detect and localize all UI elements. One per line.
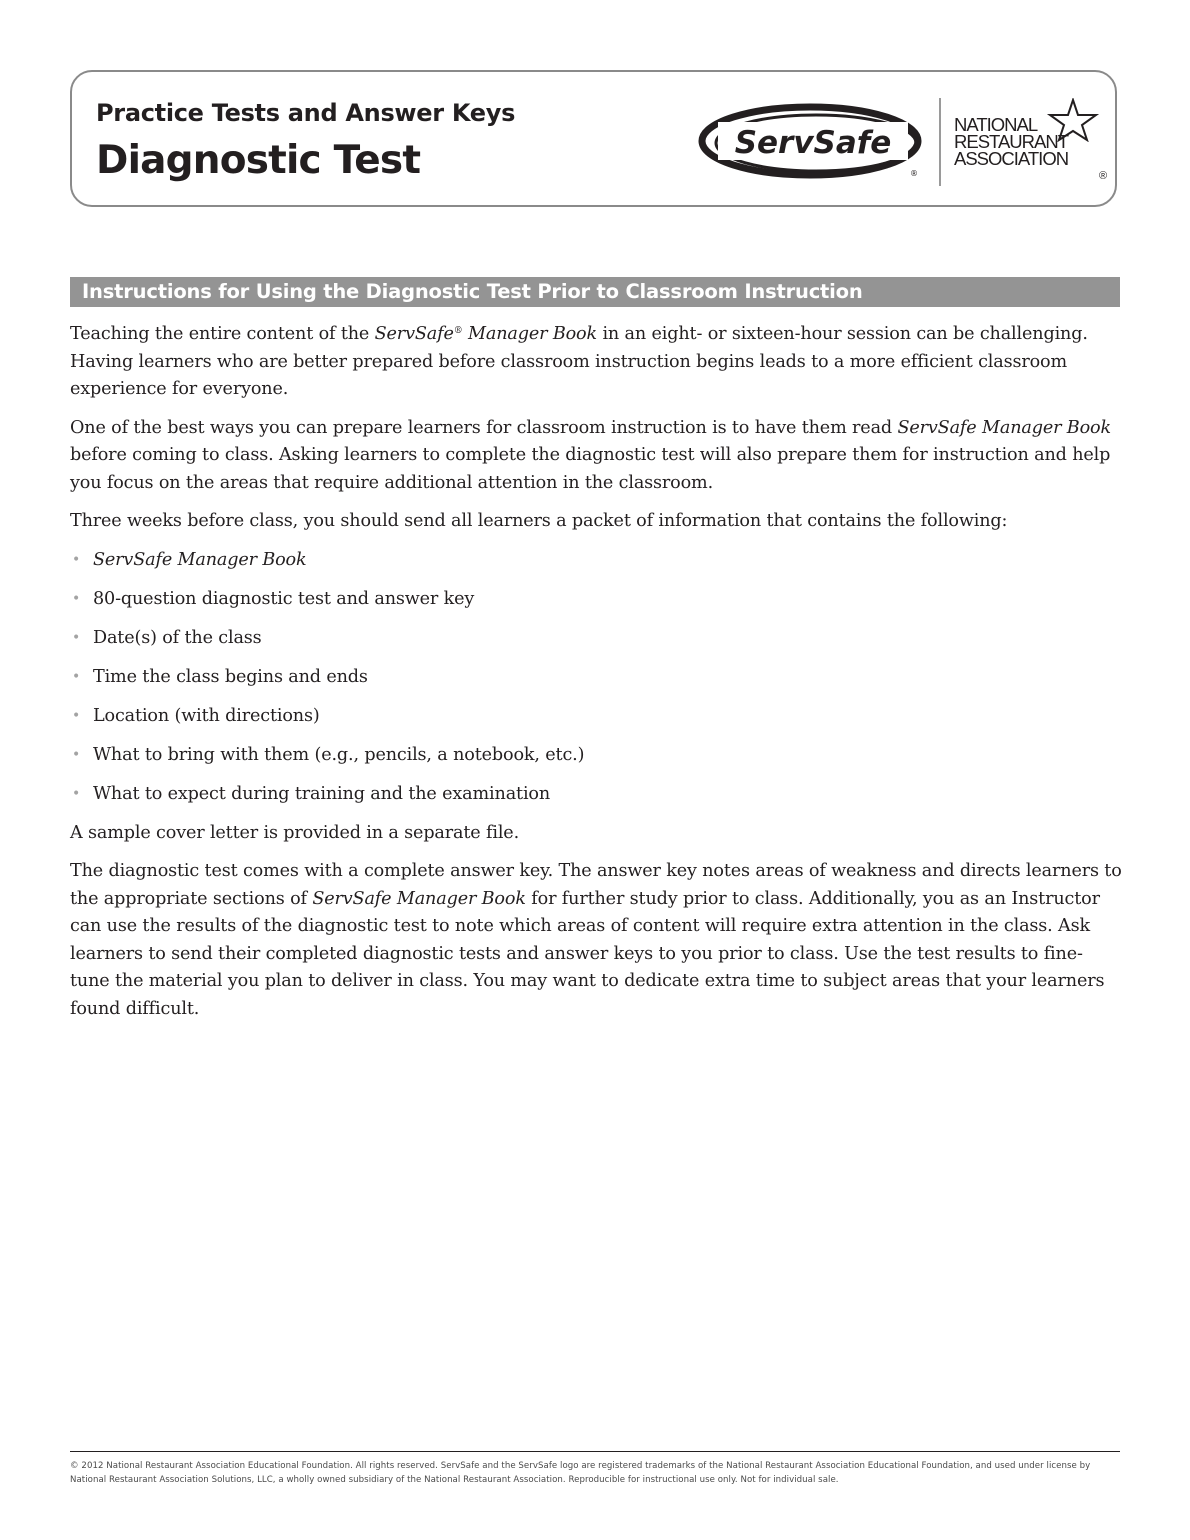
nra-logo [954,116,1114,167]
bullet-icon: • [72,551,81,568]
page-title: Diagnostic Test [96,138,421,183]
svg-text:ServSafe: ServSafe [734,125,892,161]
header-box [70,70,1117,207]
bullet-icon: • [72,785,81,802]
footer-divider [70,1451,1120,1452]
paragraph-intro: Teaching the entire content of the ServSafe® Manager Book in an eight- or sixteen-hour session can be challenging. Having learners who are better prepared before classroom instruction begins leads to a more efficient classroom experience for everyone. [70,324,1088,399]
nra-logo-line: ASSOCIATION [954,148,1069,169]
list-item: • Date(s) of the class [70,625,1122,653]
nra-logo-line: NATIONAL [954,114,1038,135]
bullet-icon: • [72,590,81,607]
bullet-icon: • [72,707,81,724]
list-item: • 80-question diagnostic test and answer key [70,586,1122,614]
list-item: • Location (with directions) [70,703,1122,731]
list-item: • What to bring with them (e.g., pencils, a notebook, etc.) [70,742,1122,770]
paragraph-packet: Three weeks before class, you should send all learners a packet of information that contains the following: [70,511,1008,531]
nra-logo-line: RESTAURANT [954,131,1069,152]
copyright-footer: © 2012 National Restaurant Association Educational Foundation. All rights reserved. ServSafe and the ServSafe logo are registered trademarks of the National Restaurant Association Educational Foundation, and used under license by National Restaurant Association Solutions, LLC, a wholly owned subsidiary of the National Restaurant Association. Reproducible for instructional use only. Not for individual sale. [70,1461,1091,1485]
list-item: • Time the class begins and ends [70,664,1122,692]
logo-divider [939,98,941,186]
bullet-icon: • [72,629,81,646]
section-heading: Instructions for Using the Diagnostic Test Prior to Classroom Instruction [70,277,1120,307]
list-item: • ServSafe Manager Book [70,547,1122,575]
svg-text:®: ® [910,169,918,178]
registered-mark: ® [1099,170,1108,182]
packet-list [70,547,1122,809]
bullet-icon: • [72,746,81,763]
paragraph-answer-key: The diagnostic test comes with a complete answer key. The answer key notes areas of weakness and directs learners to the appropriate sections of ServSafe Manager Book for further study prior to class. Additionally, you as an Instructor can use the results of the diagnostic test to note which areas of content will require extra attention in the class. Ask learners to send their completed diagnostic tests and answer keys to you prior to class. Use the test results to fine-tune the material you plan to deliver in class. You may want to dedicate extra time to subject areas that your learners found difficult. [70,861,1122,1019]
list-item: • What to expect during training and the examination [70,781,1122,809]
bullet-icon: • [72,668,81,685]
body-content [70,318,1122,1034]
page-subtitle: Practice Tests and Answer Keys [96,99,516,127]
paragraph-cover-letter: A sample cover letter is provided in a separate file. [70,822,520,843]
paragraph-prepare: One of the best ways you can prepare learners for classroom instruction is to have them read ServSafe Manager Book before coming to class. Asking learners to complete the diagnostic test will also prepare them for instruction and help you focus on the areas that require additional attention in the classroom. [70,417,1111,493]
servsafe-logo [696,96,930,186]
